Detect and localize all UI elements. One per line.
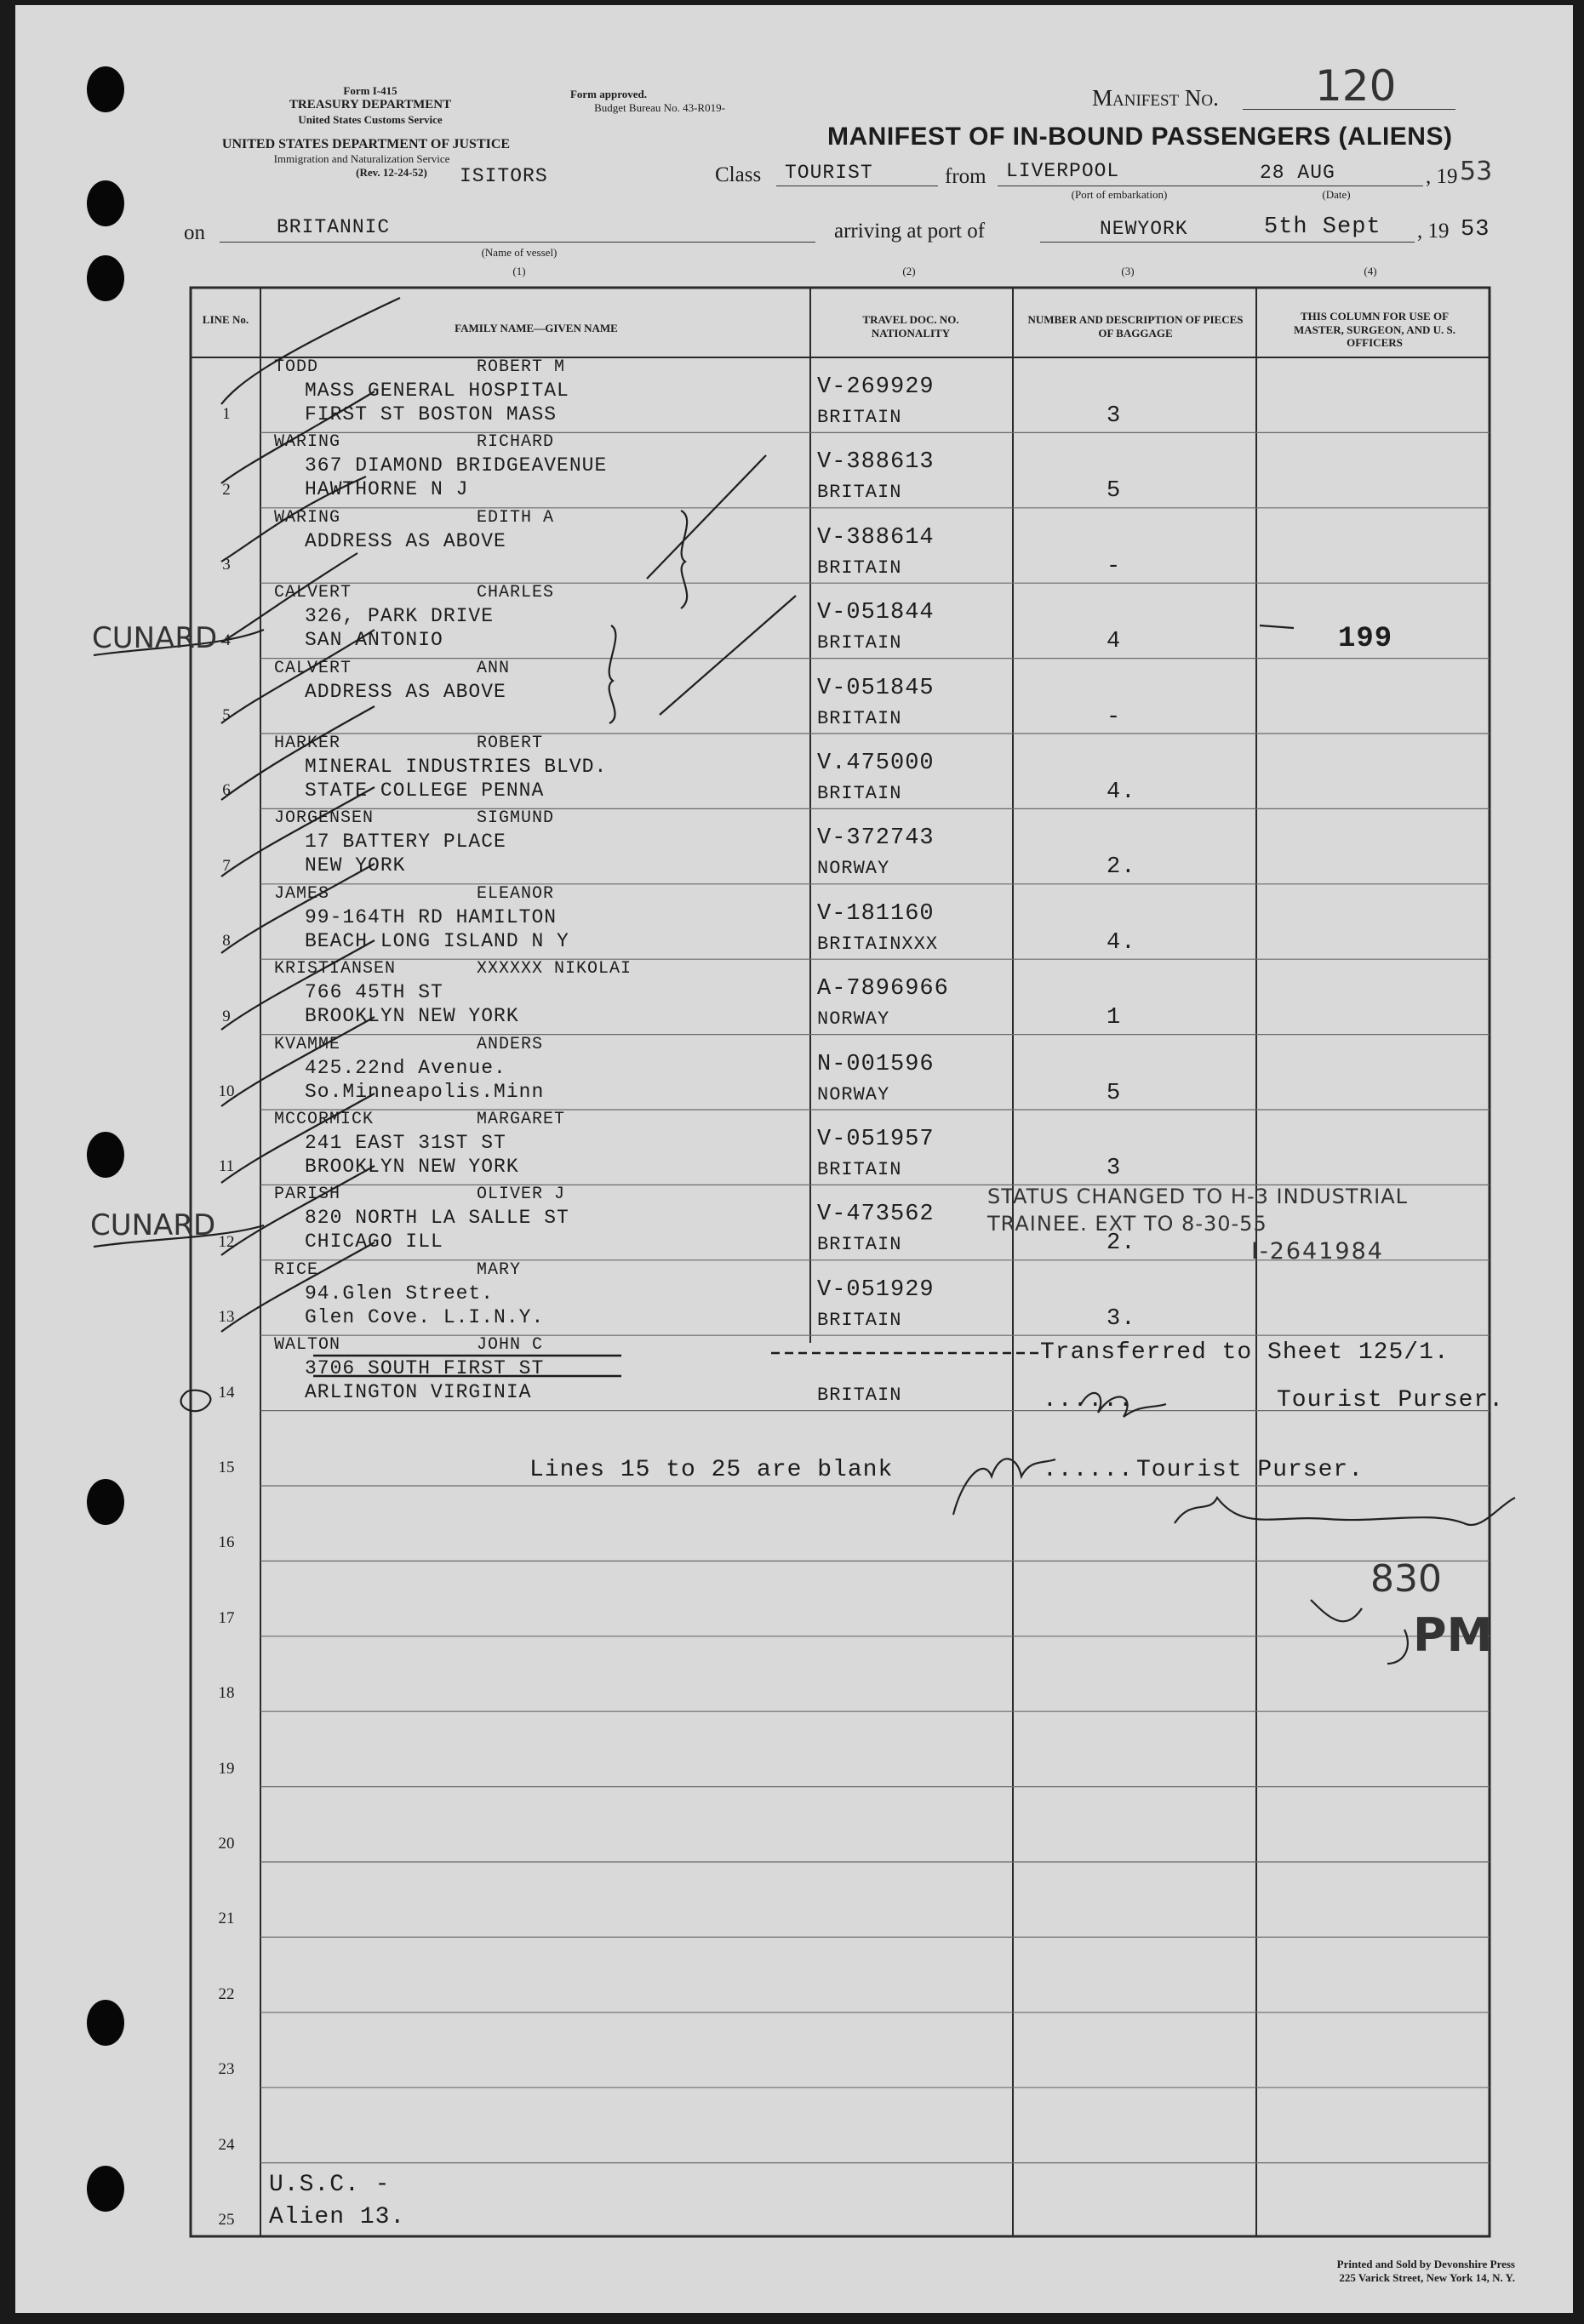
family-name: CALVERT [274,658,352,678]
travel-doc-no: V-051957 [817,1127,935,1152]
handwritten-pm: PM [1413,1608,1493,1662]
printer-address: 225 Varick Street, New York 14, N. Y. [1339,2271,1515,2284]
nationality: BRITAIN [817,1159,902,1180]
on-label: on [184,221,205,244]
line-number: 1 [222,405,231,424]
arriving-label: arriving at port of [834,220,986,243]
line-number: 7 [222,856,231,875]
purser-line14: Tourist Purser. [1277,1387,1505,1413]
given-name: ROBERT [477,734,544,753]
travel-doc-no: V-181160 [817,900,935,927]
line-number: 23 [218,2060,235,2079]
address-line-2: HAWTHORNE N J [305,478,469,501]
treasury-dept: TREASURY DEPARTMENT [289,98,452,111]
dots-line14: ...... [1043,1387,1134,1413]
line-number: 11 [218,1157,235,1176]
line-number: 13 [218,1308,235,1327]
line-number: 20 [218,1835,235,1853]
embark-port: LIVERPOOL [1006,160,1120,182]
line-number: 14 [218,1383,235,1402]
baggage-count: 1 [1107,1005,1122,1031]
baggage-count: 4. [1107,779,1136,805]
embark-caption: (Port of embarkation) [1071,188,1168,201]
address-line-2: So.Minneapolis.Minn [305,1080,545,1103]
address-line-2: NEW YORK [305,854,406,877]
manifest-page [15,5,1573,2313]
family-name: KVAMME [274,1034,341,1054]
nationality: BRITAINXXX [817,933,939,955]
line-number: 10 [218,1082,235,1100]
status-note-1: STATUS CHANGED TO H-3 INDUSTRIAL [987,1185,1409,1208]
address-line-1: 3706 SOUTH FIRST ST [305,1357,545,1380]
line-number: 19 [218,1759,235,1778]
line-number: 16 [218,1533,235,1552]
given-name: MARY [477,1259,522,1280]
travel-doc-no: V-388613 [817,449,935,476]
nationality: BRITAIN [817,1385,902,1407]
justice-dept: UNITED STATES DEPARTMENT OF JUSTICE [221,137,511,151]
line-number: 6 [222,781,231,800]
header-travel-doc: TRAVEL DOC. NO. NATIONALITY [862,313,959,340]
address-line-1: 17 BATTERY PLACE [305,831,506,854]
travel-doc-no: V-473562 [817,1202,935,1228]
line-number: 24 [218,2135,235,2154]
address-line-1: 766 45TH ST [305,981,443,1004]
nationality: BRITAIN [817,407,902,428]
given-name: MARGARET [477,1110,566,1129]
family-name: WARING [274,507,341,528]
nationality: BRITAIN [817,783,902,804]
given-name: OLIVER J [477,1185,566,1205]
travel-doc-no: V-051929 [817,1276,935,1303]
header-line-no: LINE No. [202,313,249,326]
year1-prefix: , 19 [1426,165,1458,188]
family-name: JAMES [274,883,330,904]
purser-line15: Tourist Purser. [1136,1457,1364,1483]
given-name: ANDERS [477,1034,544,1054]
given-name: ROBERT M [477,357,566,377]
date-caption: (Date) [1322,188,1351,201]
punch-hole [87,2000,124,2046]
given-name: SIGMUND [477,808,555,829]
nationality: BRITAIN [817,557,902,579]
transferred-note: Transferred to Sheet 125/1. [1040,1339,1450,1366]
year2-prefix: , 19 [1417,220,1450,243]
address-line-2: BROOKLYN NEW YORK [305,1156,519,1178]
given-name: RICHARD [477,432,555,453]
family-name: TODD [274,357,319,377]
address-line-2: STATE COLLEGE PENNA [305,779,545,802]
travel-doc-no: V.475000 [817,751,935,776]
given-name: ANN [477,658,511,678]
status-note-2: TRAINEE. EXT TO 8-30-55 [987,1212,1267,1236]
baggage-count: 2. [1107,1231,1136,1257]
family-name: HARKER [274,734,341,753]
vessel-caption: (Name of vessel) [481,246,558,259]
address-line-2: FIRST ST BOSTON MASS [305,403,558,425]
arrival-date: 5th Sept [1264,214,1381,240]
line-number: 4 [222,631,231,649]
visitors-stamp: ISITORS [460,165,548,187]
year1: 53 [1460,157,1493,186]
punch-hole [87,1479,124,1525]
baggage-count: - [1107,704,1122,730]
family-name: KRISTIANSEN [274,959,397,979]
travel-doc-no: V-388614 [817,524,935,551]
family-name: CALVERT [274,583,352,603]
family-name: MCCORMICK [274,1110,375,1129]
punch-hole [87,66,124,112]
nationality: BRITAIN [817,1234,902,1256]
form-number: Form I-415 [343,84,397,97]
port-line [1040,242,1415,243]
line-number: 17 [218,1608,235,1627]
address-line-1: MASS GENERAL HOSPITAL [305,380,569,402]
punch-hole [87,180,124,226]
address-line-2: Glen Cove. L.I.N.Y. [305,1305,545,1328]
address-line-1: 367 DIAMOND BRIDGEAVENUE [305,454,608,477]
nationality: NORWAY [817,1083,890,1105]
status-note-3: I-2641984 [1251,1238,1384,1265]
cunard-stamp-1: CUNARD [92,621,218,655]
address-line-1: 326, PARK DRIVE [305,605,495,628]
line-number: 9 [222,1007,231,1025]
family-name: WARING [274,432,341,453]
travel-doc-no: V-051845 [817,675,935,701]
ins-service: Immigration and Naturalization Service [273,152,450,165]
travel-doc-no: N-001596 [817,1051,935,1077]
address-line-1: 241 EAST 31ST ST [305,1132,506,1154]
given-name: XXXXXX NIKOLAI [477,959,632,979]
manifest-no-label: Manifest No. [1092,85,1219,111]
vessel-name: BRITANNIC [277,216,391,238]
nationality: BRITAIN [817,707,902,729]
blank-lines-note: Lines 15 to 25 are blank [529,1457,894,1483]
address-line-2: CHICAGO ILL [305,1231,443,1253]
col-num-1: (1) [512,265,526,277]
address-line-1: 99-164TH RD HAMILTON [305,905,558,928]
col-num-2: (2) [902,265,916,277]
family-name: WALTON [274,1335,341,1356]
address-line-1: MINERAL INDUSTRIES BLVD. [305,756,608,778]
class-label: Class [715,163,762,186]
given-name: EDITH A [477,507,555,528]
line-number: 2 [222,480,231,499]
printer-name: Printed and Sold by Devonshire Press [1336,2258,1515,2270]
budget-bureau: Budget Bureau No. 43-R019- [594,101,725,114]
baggage-count: 4. [1107,929,1136,956]
nationality: BRITAIN [817,482,902,504]
address-line-2: BROOKLYN NEW YORK [305,1005,519,1028]
nationality: BRITAIN [817,632,902,654]
header-name: FAMILY NAME—GIVEN NAME [455,322,618,334]
nationality: NORWAY [817,858,890,880]
col-num-4: (4) [1364,265,1377,277]
family-name: JORGENSEN [274,808,375,829]
customs-service: United States Customs Service [298,113,443,126]
baggage-count: 3. [1107,1305,1136,1332]
revision: (Rev. 12-24-52) [356,166,427,179]
family-name: PARISH [274,1185,341,1205]
given-name: CHARLES [477,583,555,603]
baggage-count: 2. [1107,854,1136,881]
baggage-count: - [1107,553,1122,580]
baggage-count: 3 [1107,403,1122,429]
from-label: from [945,165,986,188]
arrival-port: NEWYORK [1100,218,1188,240]
line-number: 15 [218,1459,235,1476]
usc-tally: U.S.C. - [269,2172,391,2198]
manifest-title: MANIFEST OF IN-BOUND PASSENGERS (ALIENS) [827,123,1453,151]
line-number: 8 [222,932,231,951]
line-number: 12 [218,1232,235,1251]
address-line-1: ADDRESS AS ABOVE [305,529,506,552]
handwritten-time: 830 [1370,1557,1442,1601]
travel-doc-no: V-269929 [817,374,935,400]
embark-date: 28 AUG [1260,162,1335,184]
address-line-1: 820 NORTH LA SALLE ST [305,1207,569,1230]
travel-doc-no: V-372743 [817,825,935,852]
baggage-count: 3 [1107,1156,1122,1181]
line-number: 3 [222,556,231,574]
baggage-count: 5 [1107,478,1122,505]
line-number: 18 [218,1684,235,1703]
baggage-count: 4 [1107,629,1122,655]
line-number: 22 [218,1984,235,2003]
travel-doc-no: A-7896966 [817,976,949,1002]
manifest-number: 120 [1315,61,1397,111]
col-num-3: (3) [1121,265,1135,277]
dots-line15: ...... [1043,1457,1134,1483]
punch-hole [87,1132,124,1178]
baggage-count: 5 [1107,1080,1122,1106]
address-line-2: ARLINGTON VIRGINIA [305,1381,532,1404]
nationality: BRITAIN [817,1309,902,1331]
header-baggage: NUMBER AND DESCRIPTION OF PIECES OF BAGGAGE [1027,313,1244,340]
year2: 53 [1461,217,1490,243]
given-name: JOHN C [477,1335,544,1356]
header-officers: THIS COLUMN FOR USE OF MASTER, SURGEON, AND U. S. OFFICERS [1294,310,1455,350]
line-number: 21 [218,1910,235,1928]
line-number: 25 [218,2211,235,2229]
address-line-2: BEACH LONG ISLAND N Y [305,929,569,952]
nationality: NORWAY [817,1008,890,1031]
punch-hole [87,2166,124,2212]
officer-note-199: 199 [1338,623,1393,655]
vessel-line [220,242,815,243]
given-name: ELEANOR [477,883,555,904]
address-line-1: ADDRESS AS ABOVE [305,680,506,703]
address-line-2: SAN ANTONIO [305,629,443,652]
punch-hole [87,255,124,301]
form-approved: Form approved. [569,88,648,100]
class-value: TOURIST [785,162,873,184]
travel-doc-no: V-051844 [817,600,935,626]
alien-tally: Alien 13. [269,2204,406,2230]
address-line-1: 425.22nd Avenue. [305,1056,506,1079]
cunard-stamp-2: CUNARD [90,1208,216,1242]
address-line-1: 94.Glen Street. [305,1282,495,1305]
family-name: RICE [274,1259,319,1280]
line-number: 5 [222,706,231,724]
